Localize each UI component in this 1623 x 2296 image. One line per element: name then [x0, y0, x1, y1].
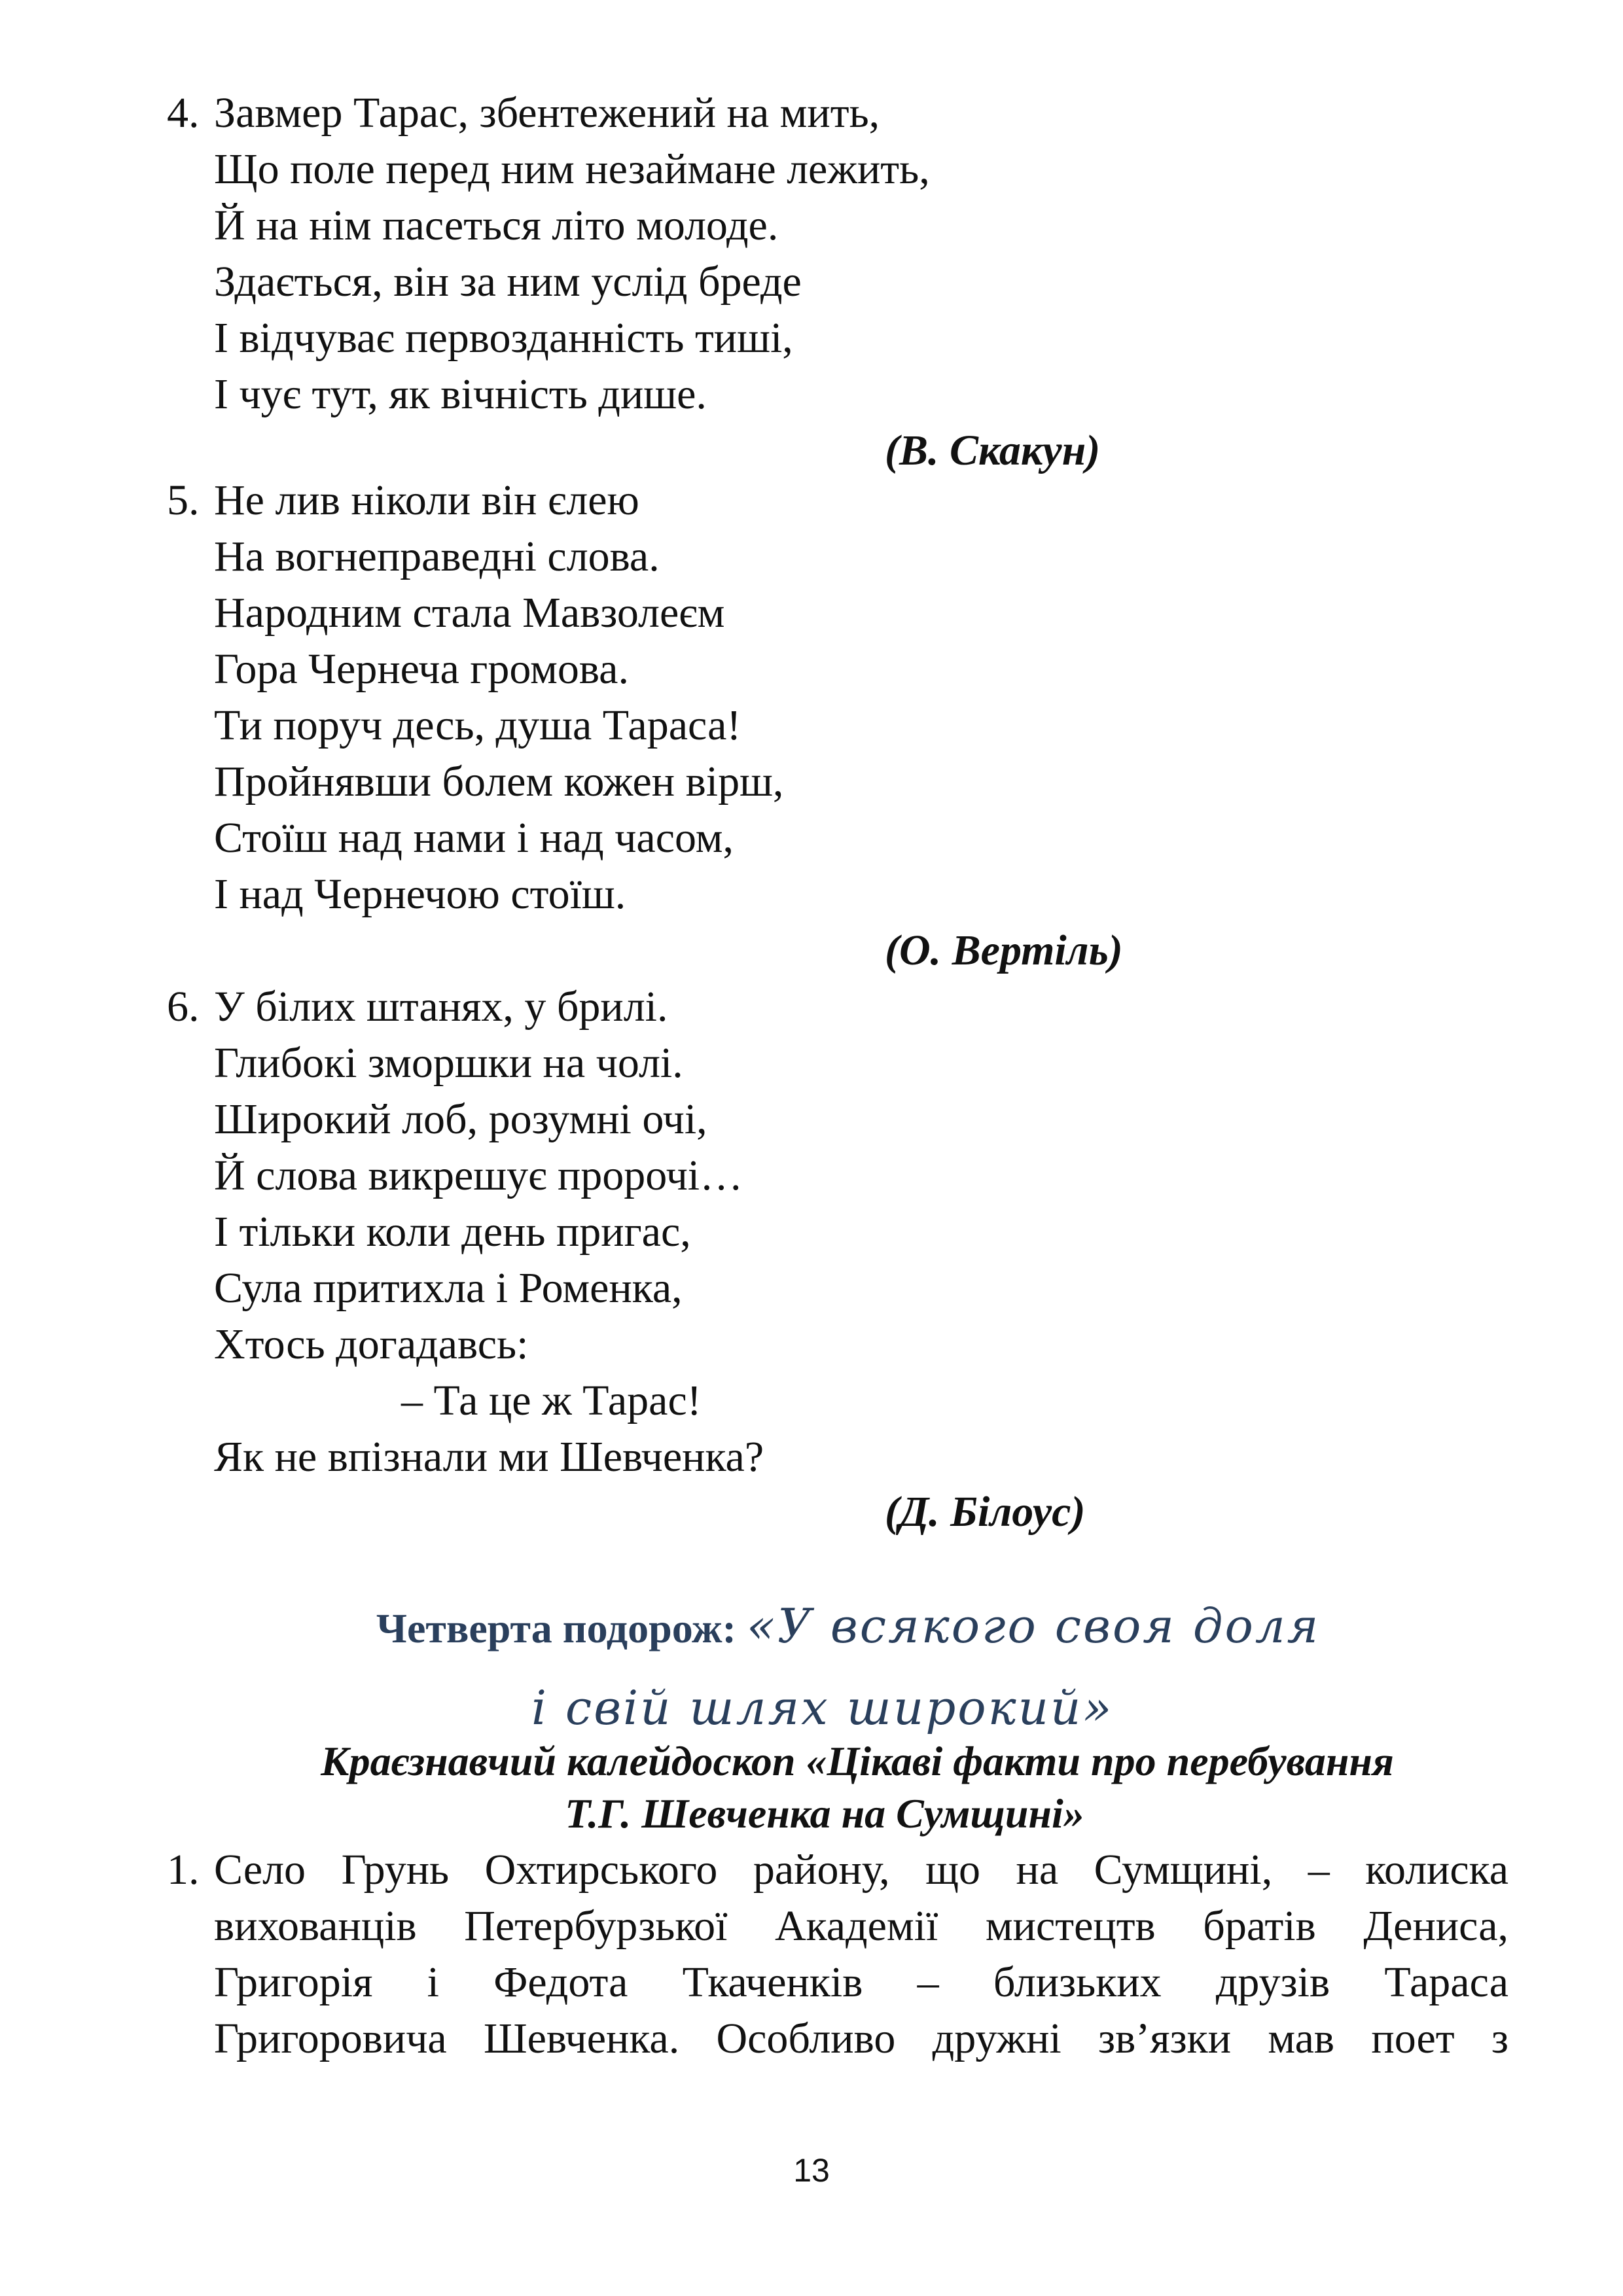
poem-number: 5. [167, 476, 200, 524]
section-subtitle [0, 1735, 1623, 1840]
poem-author: (О. Вертіль) [885, 927, 1123, 974]
poem-6 [167, 979, 1279, 1485]
poem-4 [167, 85, 1279, 423]
page-number: 13 [793, 2152, 830, 2189]
subtitle-line2: Т.Г. Шевченка на Сумщині» [565, 1790, 1084, 1837]
paragraph-line: 1. Село Грунь Охтирського району, що на Сумщині, – колиска [167, 1842, 1508, 1898]
fact-number: 1. [167, 1846, 200, 1894]
poem-line: Що поле перед ним незаймане лежить, [214, 145, 930, 193]
poem-line: Народним стала Мавзолеєм [214, 589, 725, 637]
poem-line: Широкий лоб, розумні очі, [214, 1095, 707, 1143]
paragraph-line: Григоровича Шевченка. Особливо дружні зв’язки мав поет з [214, 2015, 1508, 2062]
poem-line: Сула притихла і Роменка, [214, 1264, 683, 1312]
poem-number: 4. [167, 89, 200, 137]
poem-line: – Та це ж Тарас! [401, 1377, 702, 1424]
poem-line: 6. У білих штанях, у брилі. [167, 979, 1279, 1035]
poem-line: 4. Завмер Тарас, збентежений на мить, [167, 85, 1279, 141]
poem-author: (В. Скакун) [885, 427, 1101, 474]
poem-5 [167, 472, 1279, 923]
poem-line: І над Чернечою стоїш. [214, 870, 626, 918]
section-title-line2: і свій шлях широкий» [531, 1680, 1114, 1735]
poem-line: Й слова викрешує пророчі… [214, 1152, 743, 1199]
poem-line: І відчуває первозданність тиші, [214, 314, 793, 362]
paragraph-line: вихованців Петербурзької Академії мистецтв братів Дениса, [214, 1902, 1508, 1950]
fact-paragraph-1 [167, 1842, 1508, 2067]
poem-line: Хтось догадавсь: [214, 1320, 529, 1368]
poem-line: Гора Чернеча громова. [214, 645, 629, 693]
poem-line: Пройнявши болем кожен вірш, [214, 758, 784, 805]
poem-line: І тільки коли день пригас, [214, 1208, 691, 1256]
subtitle-line1: Краєзнавчий калейдоскоп «Цікаві факти про перебування [321, 1738, 1394, 1784]
poem-line: І чує тут, як вічність дише. [214, 370, 707, 418]
poem-line: 5. Не лив ніколи він єлею [167, 472, 1279, 529]
poem-number: 6. [167, 983, 200, 1031]
poem-line: Глибокі зморшки на чолі. [214, 1039, 683, 1087]
poem-line: Стоїш над нами і над часом, [214, 814, 734, 862]
poem-line: На вогнеправедні слова. [214, 533, 660, 580]
poem-line: Й на нім пасеться літо молоде. [214, 202, 779, 249]
poem-line: Як не впізнали ми Шевченка? [214, 1433, 764, 1481]
poem-line: Здається, він за ним услід бреде [214, 258, 802, 306]
poem-line: Ти поруч десь, душа Тараса! [214, 701, 741, 749]
section-heading [376, 1590, 1320, 1676]
paragraph-line: Григорія і Федота Ткаченків – близьких друзів Тараса [214, 1958, 1508, 2006]
poem-author: (Д. Білоус) [885, 1488, 1086, 1536]
section-title-line1: «У всякого своя доля [746, 1598, 1321, 1653]
section-lead: Четверта подорож: [376, 1605, 747, 1651]
